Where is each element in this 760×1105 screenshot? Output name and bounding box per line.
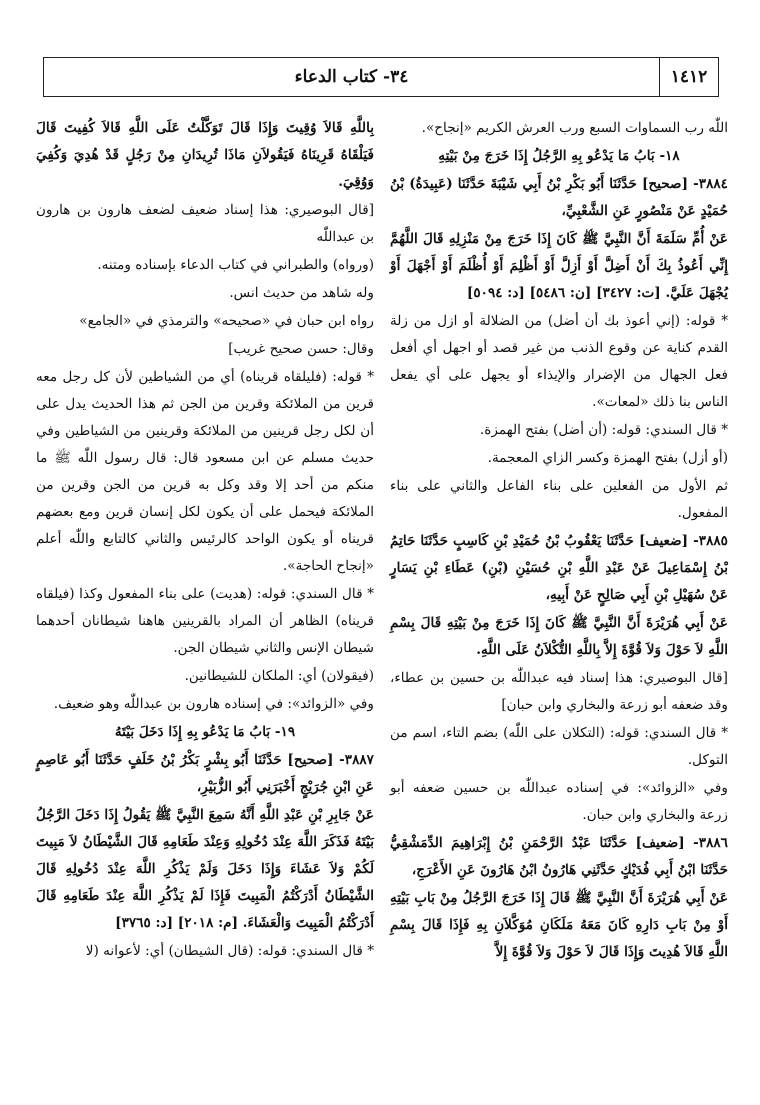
page-number: ١٤١٢: [659, 58, 718, 96]
page-header: [43, 57, 719, 97]
commentary: رواه ابن حبان في «صحيحه» والترمذي في «الجامع»: [79, 313, 374, 329]
commentary: * قال السندي: قوله: (أن أضل) بفتح الهمزة.: [479, 422, 728, 438]
left-column: [36, 115, 374, 966]
commentary: * قال السندي: قوله: (قال الشيطان) أي: لأعوانه (لا: [85, 943, 374, 959]
commentary: ثم الأول من الفعلين على بناء الفاعل والثاني على بناء المفعول.: [390, 478, 728, 521]
hadith-isnad: ٣٨٨٦- [ضعيف] حَدَّثَنَا عَبْدُ الرَّحْمَنِ بْنُ إِبْرَاهِيمَ الدِّمَشْقِيُّ حَدَّثَنَا ابْنُ أَبِي فُدَيْكٍ حَدَّثَنِي هَارُونُ ابْنُ هَارُونَ عَنِ الأَعْرَجِ،: [390, 835, 728, 878]
commentary: (ورواه) والطبراني في كتاب الدعاء بإسناده ومتنه.: [97, 257, 374, 273]
commentary: * قال السندي: قوله: (هديت) على بناء المفعول وكذا (فيلقاه قريناه) الظاهر أن المراد بالقرينين هاهنا شيطانان أحدهما شيطان الإنس والثاني شيطان الجن.: [36, 586, 374, 656]
hadith-matn: بِاللَّهِ قَالاَ وُقِيتَ وَإِذَا قَالَ تَوَكَّلْتُ عَلَى اللَّهِ قَالاَ كُفِيتَ قَالَ فَيَلْقَاهُ قَرِينَاهُ فَيَقُولاَنِ مَاذَا تُرِيدَانِ مِنْ رَجُلٍ قَدْ هُدِيَ وَكُفِيَ وَوُقِيَ.: [36, 120, 374, 190]
chapter-heading: ١٨- بَابُ مَا يَدْعُو بِهِ الرَّجُلُ إِذَا خَرَجَ مِنْ بَيْتِهِ: [438, 148, 680, 164]
hadith-matn: عَنْ جَابِرِ بْنِ عَبْدِ اللَّهِ أَنَّهُ سَمِعَ النَّبِيَّ ﷺ يَقُولُ إِذَا دَخَلَ الرَّجُلُ بَيْتَهُ فَذَكَرَ اللَّهَ عِنْدَ دُخُولِهِ وَعِنْدَ طَعَامِهِ قَالَ الشَّيْطَانُ لاَ مَبِيتَ لَكُمْ وَلاَ عَشَاءَ وَإِذَا دَخَلَ وَلَمْ يَذْكُرِ اللَّهَ عِنْدَ دُخُولِهِ قَالَ الشَّيْطَانُ أَدْرَكْتُمُ الْمَبِيتَ فَإِذَا لَمْ يَذْكُرِ اللَّهَ عِنْدَ طَعَامِهِ قَالَ أَدْرَكْتُمُ الْمَبِيتَ وَالْعَشَاءَ. [م: ٢٠١٨] [د: ٣٧٦٥]: [36, 807, 374, 931]
hadith-isnad: ٣٨٨٤- [صحيح] حَدَّثَنَا أَبُو بَكْرِ بْنُ أَبِي شَيْبَةَ حَدَّثَنَا (عَبِيدَةُ) بْنُ حُمَيْدٍ عَنْ مَنْصُورٍ عَنِ الشَّعْبِيِّ،: [390, 176, 728, 219]
chapter-heading: ١٩- بَابُ مَا يَدْعُو بِهِ إِذَا دَخَلَ بَيْتَهُ: [114, 724, 296, 740]
hadith-isnad: ٣٨٨٥- [ضعيف] حَدَّثَنَا يَعْقُوبُ بْنُ حُمَيْدِ بْنِ كَاسِبٍ حَدَّثَنَا حَاتِمُ بْنُ إِسْمَاعِيلَ عَنْ عَبْدِ اللَّهِ بْنِ حُسَيْنِ (بْنِ) عَطَاءِ بْنِ يَسَارٍ عَنْ سُهَيْلِ بْنِ أَبِي صَالِحٍ عَنْ أَبِيهِ،: [390, 533, 728, 603]
commentary: * قوله: (فليلقاه قريناه) أي من الشياطين لأن كل رجل معه قرين من الملائكة وقرين من الجن ثم هذا الحديث يدل على أن لكل رجل قرينين من الملائكة وقرينين من الشياطين وفي حديث مسلم عن ابن مسعود قال: قال رسول اللّٰه ﷺ ما منكم من أحد إلا وقد وكل به قرين من الجن وقرين من الملائكة فيحمل على أن يكون لكل إنسان قرين ومع بعضهم قريناه أو يكون الواحد كالرئيس والثاني كالتابع واللّٰه أعلم «إنجاح الحاجة».: [36, 369, 374, 574]
commentary: وفي «الزوائد»: في إسناده عبداللّٰه بن حسين ضعفه أبو زرعة والبخاري وابن حبان.: [390, 780, 728, 823]
hadith-isnad: ٣٨٨٧- [صحيح] حَدَّثَنَا أَبُو بِشْرٍ بَكْرُ بْنُ خَلَفٍ حَدَّثَنَا أَبُو عَاصِمٍ عَنِ ابْنِ جُرَيْجٍ أَخْبَرَنِي أَبُو الزُّبَيْرِ،: [36, 752, 374, 795]
paragraph: اللّٰه رب السماوات السبع ورب العرش الكريم «إنجاح».: [421, 120, 728, 136]
hadith-matn: عَنْ أُمِّ سَلَمَةَ أَنَّ النَّبِيَّ ﷺ كَانَ إِذَا خَرَجَ مِنْ مَنْزِلِهِ قَالَ اللَّهُمَّ إِنِّي أَعُوذُ بِكَ أَنْ أَضِلَّ أَوْ أَزِلَّ أَوْ أَظْلِمَ أَوْ أُظْلَمَ أَوْ أَجْهَلَ أَوْ يُجْهَلَ عَلَيَّ. [ت: ٣٤٢٧] [ن: ٥٤٨٦] [د: ٥٠٩٤]: [390, 231, 728, 301]
commentary: وفي «الزوائد»: في إسناده هارون بن عبداللّٰه وهو ضعيف.: [53, 696, 374, 712]
commentary: وله شاهد من حديث انس.: [229, 285, 374, 301]
book-title: ٣٤- كتاب الدعاء: [294, 67, 409, 87]
commentary: [قال البوصيري: هذا إسناد ضعيف لضعف هارون بن هارون بن عبداللّٰه: [36, 202, 374, 245]
commentary: [قال البوصيري: هذا إسناد فيه عبداللّٰه بن حسين بن عطاء، وقد ضعفه أبو زرعة والبخاري وابن حبان]: [390, 670, 728, 713]
commentary: * قال السندي: قوله: (التكلان على اللّٰه) بضم التاء، اسم من التوكل.: [390, 725, 728, 768]
hadith-matn: عَنْ أَبِي هُرَيْرَةَ أَنَّ النَّبِيَّ ﷺ قَالَ إِذَا خَرَجَ الرَّجُلُ مِنْ بَابِ بَيْتِهِ أَوْ مِنْ بَابِ دَارِهِ كَانَ مَعَهُ مَلَكَانِ مُوَكَّلاَنِ بِهِ فَإِذَا قَالَ بِسْمِ اللَّهِ قَالاَ هُدِيتَ وَإِذَا قَالَ لاَ حَوْلَ وَلاَ قُوَّةَ إِلاَّ: [390, 890, 728, 960]
commentary: (أو أزل) بفتح الهمزة وكسر الزاي المعجمة.: [487, 450, 728, 466]
commentary: وقال: حسن صحيح غريب]: [228, 341, 374, 357]
right-column: [390, 115, 728, 967]
commentary: (فيقولان) أي: الملكان للشيطانين.: [184, 668, 374, 684]
commentary: * قوله: (إني أعوذ بك أن أضل) من الضلالة أو ازل من زلة القدم كناية عن وقوع الذنب من غير قصد أو اجهل أي أفعل فعل الجهال من الإضرار والإيذاء أو يجهل على أي يفعل الناس بنا ذلك «لمعات».: [390, 313, 728, 410]
hadith-matn: عَنْ أَبِي هُرَيْرَةَ أَنَّ النَّبِيَّ ﷺ كَانَ إِذَا خَرَجَ مِنْ بَيْتِهِ قَالَ بِسْمِ اللَّهِ لاَ حَوْلَ وَلاَ قُوَّةَ إِلاَّ بِاللَّهِ التُّكْلاَنُ عَلَى اللَّهِ.: [390, 615, 728, 658]
